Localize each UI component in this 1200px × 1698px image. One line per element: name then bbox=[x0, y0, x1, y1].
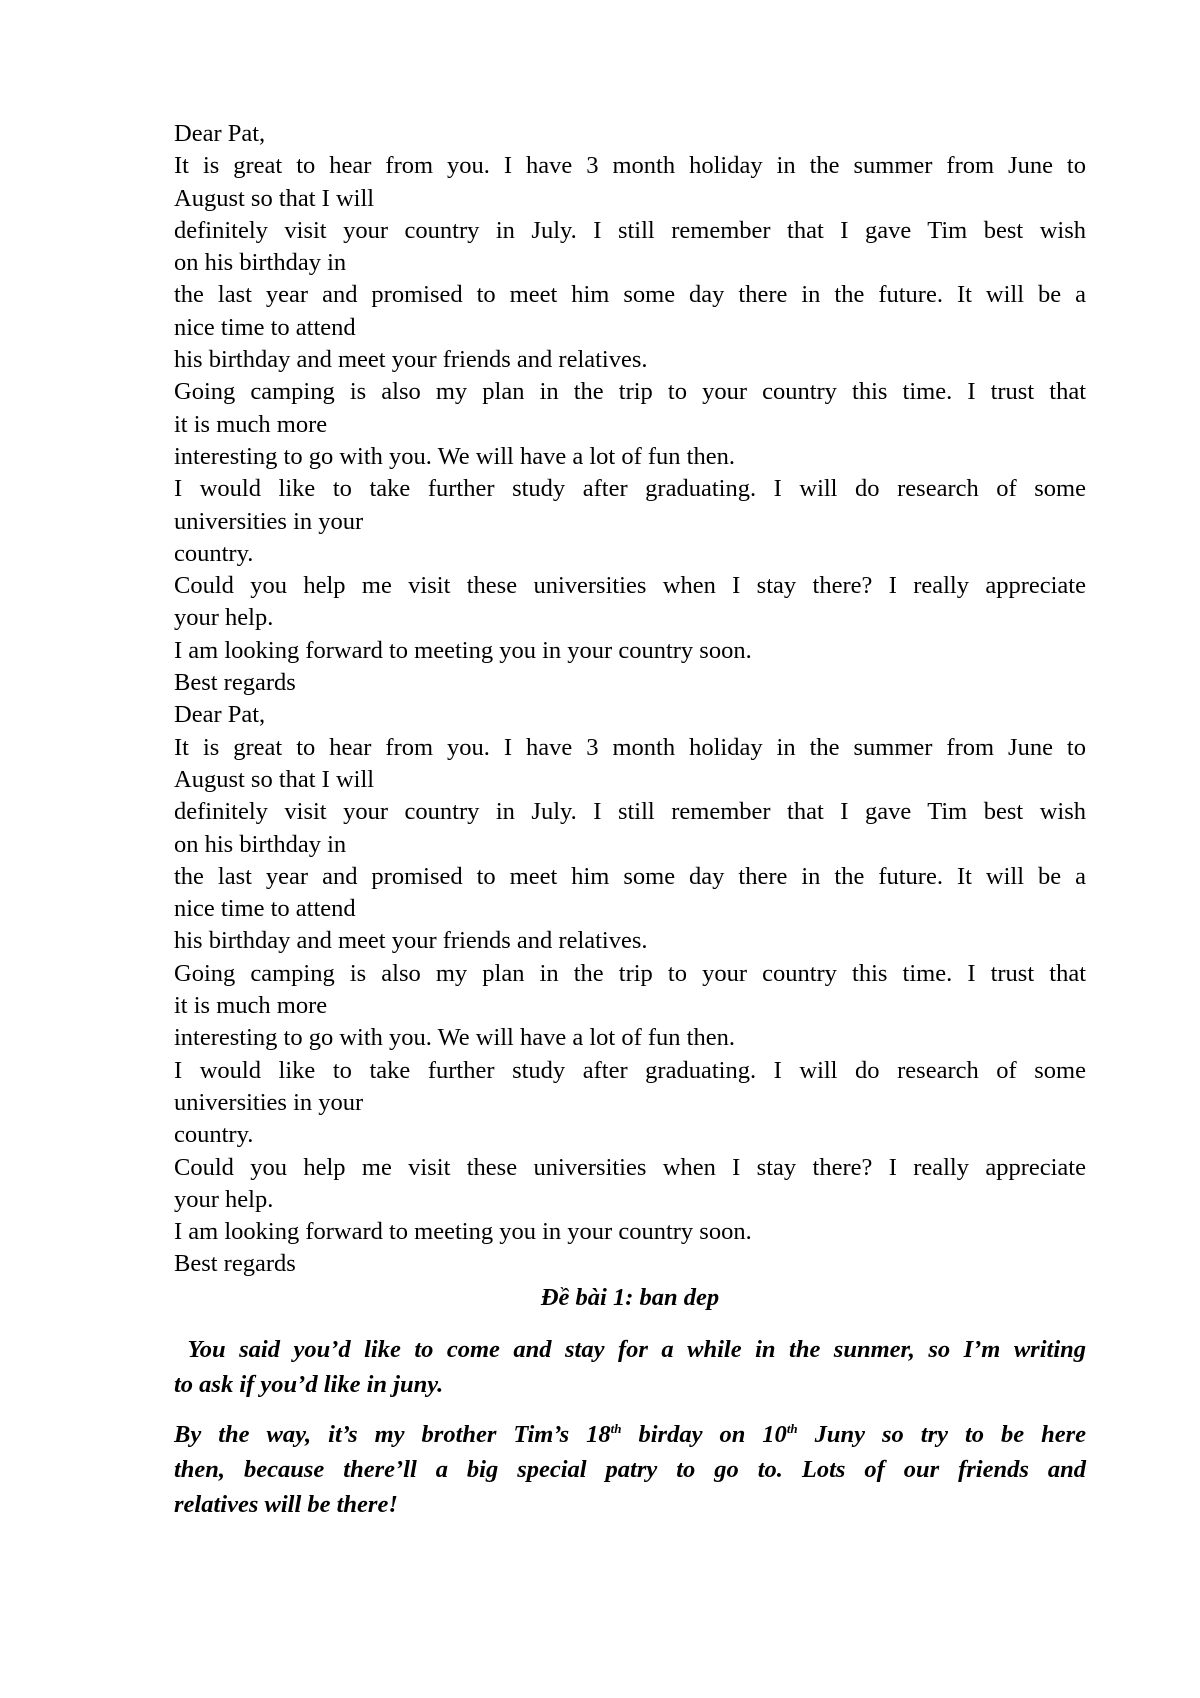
letter-1-line: universities in your bbox=[174, 507, 364, 535]
exercise-text: By the way, it’s my brother Tim’s 18 bbox=[174, 1421, 611, 1448]
exercise-title: Đề bài 1: ban dep bbox=[540, 1284, 720, 1311]
letter-2-line: your help. bbox=[174, 1185, 274, 1213]
letter-1-line: your help. bbox=[174, 604, 274, 632]
letter-1-line: his birthday and meet your friends and relatives. bbox=[174, 346, 648, 374]
letter-2-greeting: Dear Pat, bbox=[174, 701, 266, 729]
exercise-line bbox=[174, 1417, 1086, 1452]
letter-2-line: the last year and promised to meet him some day there in the future. It will be a bbox=[174, 862, 1086, 890]
exercise-text: birday on 10 bbox=[621, 1421, 787, 1448]
letter-2-line: I am looking forward to meeting you in your country soon. bbox=[174, 1218, 752, 1246]
letter-2-line: definitely visit your country in July. I still remember that I gave Tim best wish bbox=[174, 798, 1086, 826]
letter-1-greeting: Dear Pat, bbox=[174, 120, 266, 147]
letter-2-line: August so that I will bbox=[174, 765, 375, 793]
letter-2-line: interesting to go with you. We will have a lot of fun then. bbox=[174, 1024, 735, 1052]
letter-2-line: his birthday and meet your friends and relatives. bbox=[174, 927, 648, 955]
ordinal-suffix: th bbox=[786, 1420, 798, 1436]
letter-1-line: on his birthday in bbox=[174, 249, 347, 277]
letter-1-line: the last year and promised to meet him some day there in the future. It will be a bbox=[174, 281, 1086, 309]
letter-2-line: it is much more bbox=[174, 992, 328, 1020]
letter-1-line: nice time to attend bbox=[174, 313, 356, 341]
letter-1-line: August so that I will bbox=[174, 184, 375, 212]
exercise-line: You said you’d like to come and stay for a while in the sunmer, so I’m writing bbox=[174, 1336, 1087, 1363]
letter-1-line: Could you help me visit these universities when I stay there? I really appreciate bbox=[174, 572, 1086, 600]
letter-1-line: interesting to go with you. We will have a lot of fun then. bbox=[174, 442, 735, 470]
exercise-paragraph-2 bbox=[174, 1417, 1086, 1522]
letter-1-line: I would like to take further study after graduating. I will do research of some bbox=[174, 475, 1086, 503]
letter-2-line: country. bbox=[174, 1121, 254, 1149]
ordinal-suffix: th bbox=[610, 1420, 622, 1436]
letter-2-line: universities in your bbox=[174, 1088, 364, 1116]
letter-1-line: it is much more bbox=[174, 410, 328, 438]
letter-1-closing: Best regards bbox=[174, 669, 296, 697]
letters-body bbox=[174, 118, 1086, 1281]
letter-2-line: Going camping is also my plan in the trip to your country this time. I trust that bbox=[174, 959, 1086, 987]
exercise-line: relatives will be there! bbox=[174, 1491, 398, 1518]
letter-1-line: I am looking forward to meeting you in your country soon. bbox=[174, 636, 752, 664]
letter-1-line: Going camping is also my plan in the trip to your country this time. I trust that bbox=[174, 378, 1086, 406]
letter-2-line: It is great to hear from you. I have 3 month holiday in the summer from June to bbox=[174, 733, 1086, 761]
letter-2-line: Could you help me visit these universities when I stay there? I really appreciate bbox=[174, 1153, 1086, 1181]
letter-2-line: nice time to attend bbox=[174, 895, 356, 923]
letter-2-line: on his birthday in bbox=[174, 830, 347, 858]
letter-1-line: It is great to hear from you. I have 3 month holiday in the summer from June to bbox=[174, 152, 1086, 180]
letter-2-closing: Best regards bbox=[174, 1250, 296, 1278]
exercise-section bbox=[174, 1282, 1086, 1537]
letter-1-line: country. bbox=[174, 539, 254, 567]
letter-1-line: definitely visit your country in July. I still remember that I gave Tim best wish bbox=[174, 216, 1086, 244]
exercise-line: then, because there’ll a big special patry to go to. Lots of our friends and bbox=[174, 1456, 1086, 1483]
exercise-text: Juny so try to be here bbox=[797, 1421, 1087, 1448]
letter-2-line: I would like to take further study after graduating. I will do research of some bbox=[174, 1056, 1086, 1084]
exercise-paragraph-1 bbox=[174, 1332, 1086, 1402]
exercise-line: to ask if you’d like in juny. bbox=[174, 1371, 444, 1398]
